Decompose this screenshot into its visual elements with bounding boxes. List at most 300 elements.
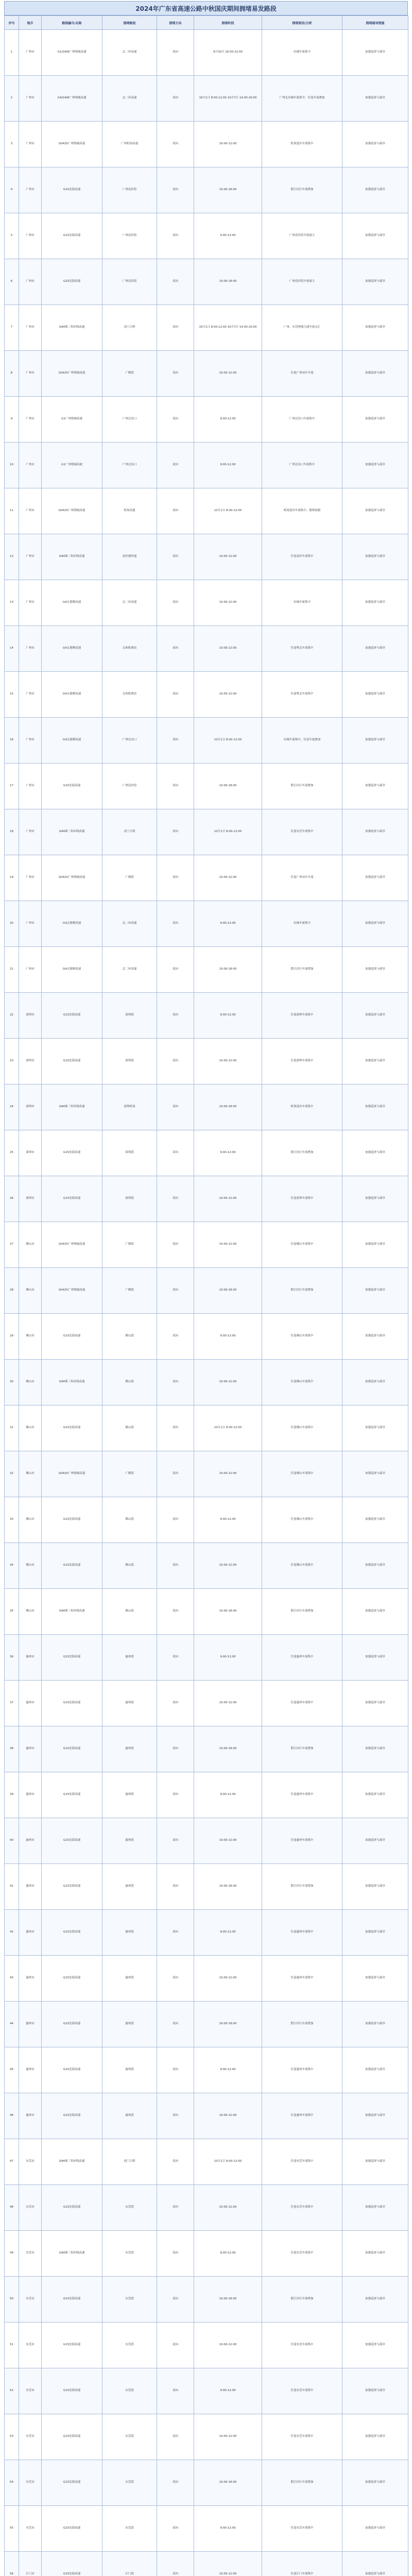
cell-period: 9:00-12:00 xyxy=(194,1497,262,1543)
cell-period: 9:00-12:00 xyxy=(194,1910,262,1956)
table-row xyxy=(5,351,408,397)
cell-period: 10:00-18:00 xyxy=(194,1268,262,1314)
cell-reason: 往返惠州车流集中 xyxy=(262,1818,342,1864)
cell-direction: 双向 xyxy=(157,809,194,855)
cell-direction: 双向 xyxy=(157,855,194,901)
cell-route: G15沈海高速 xyxy=(42,167,102,213)
header-reason: 拥堵原因/分析 xyxy=(262,16,342,30)
cell-measure: 加强巡查与疏导 xyxy=(342,1405,408,1451)
cell-index: 50 xyxy=(5,2277,19,2323)
cell-period: 10:00-12:00 xyxy=(194,534,262,580)
cell-direction: 双向 xyxy=(157,1176,194,1222)
cell-reason: 往返粤北车流集中 xyxy=(262,672,342,718)
cell-index: 2 xyxy=(5,76,19,122)
cell-reason: 往返广州市区车流 xyxy=(262,855,342,901)
cell-direction: 双向 xyxy=(157,764,194,809)
cell-direction: 双向 xyxy=(157,122,194,167)
cell-measure: 加强巡查与疏导 xyxy=(342,2047,408,2093)
table-row xyxy=(5,1635,408,1681)
cell-city: 广州市 xyxy=(19,626,42,672)
cell-period: 10:00-12:00 xyxy=(194,122,262,167)
cell-city: 惠州市 xyxy=(19,2002,42,2047)
cell-route: G15沈海高速 xyxy=(42,213,102,259)
table-row xyxy=(5,305,408,351)
cell-route: G15沈海高速 xyxy=(42,1543,102,1589)
cell-route: G0425广州绕城高速 xyxy=(42,1451,102,1497)
cell-route: G94珠三角环线高速 xyxy=(42,1589,102,1635)
cell-city: 惠州市 xyxy=(19,1681,42,1726)
cell-city: 惠州市 xyxy=(19,2047,42,2093)
cell-section: 惠州段 xyxy=(102,2093,157,2139)
cell-reason: 往返东莞车流集中 xyxy=(262,809,342,855)
cell-city: 佛山市 xyxy=(19,1589,42,1635)
cell-section: 广州南沙段 xyxy=(102,167,157,213)
header-section: 拥堵路段 xyxy=(102,16,157,30)
cell-city: 惠州市 xyxy=(19,2093,42,2139)
cell-period: 10:00-12:00 xyxy=(194,2093,262,2139)
cell-direction: 双向 xyxy=(157,2506,194,2552)
cell-city: 佛山市 xyxy=(19,1222,42,1268)
cell-section: 广州南沙段 xyxy=(102,213,157,259)
cell-reason: 往返粤北车流集中 xyxy=(262,626,342,672)
table-row xyxy=(5,1130,408,1176)
cell-reason: 往返惠州车流集中 xyxy=(262,1772,342,1818)
table-row xyxy=(5,2506,408,2552)
table-row xyxy=(5,672,408,718)
table-row xyxy=(5,901,408,947)
cell-route: G15沈海高速 xyxy=(42,2506,102,2552)
cell-index: 53 xyxy=(5,2414,19,2460)
cell-section: 东莞段 xyxy=(102,2323,157,2368)
cell-direction: 双向 xyxy=(157,2460,194,2506)
cell-route: G15沈海高速 xyxy=(42,1681,102,1726)
table-row xyxy=(5,2002,408,2047)
cell-index: 45 xyxy=(5,2047,19,2093)
cell-measure: 加强巡查与疏导 xyxy=(342,1176,408,1222)
cell-section: 机场高速 xyxy=(102,488,157,534)
cell-city: 深圳市 xyxy=(19,1084,42,1130)
cell-direction: 双向 xyxy=(157,2093,194,2139)
cell-index: 19 xyxy=(5,855,19,901)
cell-route: G15沈海高速 xyxy=(42,1726,102,1772)
cell-index: 54 xyxy=(5,2460,19,2506)
cell-city: 惠州市 xyxy=(19,1818,42,1864)
cell-measure: 加强巡查与疏导 xyxy=(342,259,408,305)
table-row xyxy=(5,1956,408,2002)
cell-reason: 往返佛山车流集中 xyxy=(262,1222,342,1268)
cell-measure: 加强巡查与疏导 xyxy=(342,1956,408,2002)
cell-reason: 往返东莞车流集中 xyxy=(262,2231,342,2277)
cell-city: 广州市 xyxy=(19,259,42,305)
cell-reason: 往返深圳车流集中 xyxy=(262,1039,342,1084)
table-row xyxy=(5,2047,408,2093)
cell-reason: 往返东莞车流集中 xyxy=(262,2139,342,2185)
cell-period: 10:00-18:00 xyxy=(194,1726,262,1772)
table-row xyxy=(5,2277,408,2323)
cell-city: 广州市 xyxy=(19,534,42,580)
table-row xyxy=(5,2231,408,2277)
cell-measure: 加强巡查与疏导 xyxy=(342,1681,408,1726)
cell-direction: 双向 xyxy=(157,2047,194,2093)
cell-route: G15沈海高速 xyxy=(42,1956,102,2002)
cell-index: 31 xyxy=(5,1405,19,1451)
cell-section: 深圳段 xyxy=(102,993,157,1039)
cell-direction: 双向 xyxy=(157,1130,194,1176)
cell-period: 10:00-12:00 xyxy=(194,1956,262,2002)
cell-city: 深圳市 xyxy=(19,1130,42,1176)
cell-index: 51 xyxy=(5,2323,19,2368)
cell-direction: 双向 xyxy=(157,1497,194,1543)
cell-direction: 双向 xyxy=(157,167,194,213)
cell-section: 深圳段 xyxy=(102,1130,157,1176)
cell-measure: 加强巡查与疏导 xyxy=(342,993,408,1039)
cell-direction: 双向 xyxy=(157,2002,194,2047)
cell-measure: 加强巡查与疏导 xyxy=(342,1818,408,1864)
cell-period: 10:00-18:00 xyxy=(194,2460,262,2506)
cell-reason: 往返东莞车流集中 xyxy=(262,2506,342,2552)
cell-period: 9:00-12:00 xyxy=(194,213,262,259)
cell-city: 惠州市 xyxy=(19,1956,42,2002)
cell-measure: 加强巡查与疏导 xyxy=(342,764,408,809)
table-row xyxy=(5,1360,408,1405)
cell-direction: 双向 xyxy=(157,2277,194,2323)
cell-city: 东莞市 xyxy=(19,2368,42,2414)
cell-section: 惠州段 xyxy=(102,1681,157,1726)
cell-route: G1/G4W广州绕城高速 xyxy=(42,30,102,76)
cell-section: 广佛段 xyxy=(102,1451,157,1497)
cell-direction: 双向 xyxy=(157,1772,194,1818)
cell-section: 惠州段 xyxy=(102,2047,157,2093)
cell-section: 佛山段 xyxy=(102,1497,157,1543)
table-row xyxy=(5,259,408,305)
cell-measure: 加强巡查与疏导 xyxy=(342,167,408,213)
cell-period: 9:00-12:00 xyxy=(194,443,262,488)
cell-reason: 往返东莞车流集中 xyxy=(262,2185,342,2231)
cell-period: 10:00-18:00 xyxy=(194,1084,262,1130)
cell-reason: 假日出行车流增加 xyxy=(262,2002,342,2047)
cell-route: G94珠三角环线高速 xyxy=(42,305,102,351)
cell-period: 10月1日 8:00-12:00 10月7日 14:00-20:00 xyxy=(194,305,262,351)
cell-reason: 往返深圳车流集中 xyxy=(262,1176,342,1222)
cell-period: 10:00-12:00 xyxy=(194,2414,262,2460)
cell-city: 广州市 xyxy=(19,855,42,901)
table-row xyxy=(5,855,408,901)
cell-index: 43 xyxy=(5,1956,19,2002)
cell-route: G15沈海高速 xyxy=(42,1864,102,1910)
cell-period: 10:00-12:00 xyxy=(194,626,262,672)
cell-reason: 往返东莞车流集中 xyxy=(262,2414,342,2460)
cell-route: G15沈海高速 xyxy=(42,1130,102,1176)
cell-measure: 加强巡查与疏导 xyxy=(342,1772,408,1818)
cell-period: 10:00-18:00 xyxy=(194,259,262,305)
cell-index: 29 xyxy=(5,1314,19,1360)
congestion-table xyxy=(4,15,408,2576)
cell-measure: 加强巡查与疏导 xyxy=(342,2231,408,2277)
cell-section: 东莞段 xyxy=(102,2368,157,2414)
header-city: 地市 xyxy=(19,16,42,30)
cell-direction: 双向 xyxy=(157,947,194,993)
cell-city: 惠州市 xyxy=(19,1726,42,1772)
cell-section: 佛山段 xyxy=(102,1543,157,1589)
cell-section: 惠州段 xyxy=(102,1910,157,1956)
table-row xyxy=(5,443,408,488)
cell-direction: 双向 xyxy=(157,1681,194,1726)
cell-direction: 双向 xyxy=(157,901,194,947)
table-row xyxy=(5,1176,408,1222)
cell-city: 佛山市 xyxy=(19,1451,42,1497)
cell-section: 广州机场高速 xyxy=(102,122,157,167)
cell-direction: 双向 xyxy=(157,1910,194,1956)
cell-city: 广州市 xyxy=(19,488,42,534)
cell-direction: 双向 xyxy=(157,397,194,443)
cell-measure: 加强巡查与疏导 xyxy=(342,1268,408,1314)
cell-section: 广州北出口 xyxy=(102,397,157,443)
cell-measure: 加强巡查与疏导 xyxy=(342,1222,408,1268)
cell-reason: 假日出行车流增加 xyxy=(262,1130,342,1176)
table-row xyxy=(5,213,408,259)
cell-index: 5 xyxy=(5,213,19,259)
cell-direction: 双向 xyxy=(157,1039,194,1084)
table-row xyxy=(5,1497,408,1543)
cell-section: 虎门大桥 xyxy=(102,809,157,855)
cell-direction: 双向 xyxy=(157,30,194,76)
table-row xyxy=(5,1818,408,1864)
header-direction: 拥堵方向 xyxy=(157,16,194,30)
cell-reason: 往返佛山车流集中 xyxy=(262,1405,342,1451)
cell-route: G4京港澳高速 xyxy=(42,947,102,993)
cell-city: 广州市 xyxy=(19,122,42,167)
cell-route: G0425广州绕城高速 xyxy=(42,351,102,397)
cell-index: 44 xyxy=(5,2002,19,2047)
cell-period: 10:00-18:00 xyxy=(194,2002,262,2047)
cell-section: 惠州段 xyxy=(102,1635,157,1681)
cell-route: G15沈海高速 xyxy=(42,2277,102,2323)
cell-route: G15沈海高速 xyxy=(42,1314,102,1360)
cell-reason: 往返佛山车流集中 xyxy=(262,1360,342,1405)
cell-reason: 出城车流集中 xyxy=(262,580,342,626)
cell-route: G94珠三角环线高速 xyxy=(42,534,102,580)
table-row xyxy=(5,2323,408,2368)
cell-index: 10 xyxy=(5,443,19,488)
cell-direction: 双向 xyxy=(157,1726,194,1772)
cell-direction: 双向 xyxy=(157,305,194,351)
cell-period: 10:00-18:00 xyxy=(194,1589,262,1635)
cell-city: 东莞市 xyxy=(19,2460,42,2506)
cell-section: 广佛段 xyxy=(102,351,157,397)
cell-index: 37 xyxy=(5,1681,19,1726)
cell-direction: 双向 xyxy=(157,1222,194,1268)
cell-direction: 双向 xyxy=(157,626,194,672)
cell-direction: 双向 xyxy=(157,718,194,764)
cell-city: 佛山市 xyxy=(19,1497,42,1543)
cell-city: 东莞市 xyxy=(19,2231,42,2277)
cell-city: 佛山市 xyxy=(19,1360,42,1405)
cell-route: G94珠三角环线高速 xyxy=(42,1360,102,1405)
cell-route: G15沈海高速 xyxy=(42,2093,102,2139)
cell-measure: 加强巡查与疏导 xyxy=(342,2139,408,2185)
cell-section: 北二环高速 xyxy=(102,901,157,947)
cell-reason: 假日出行车流增加 xyxy=(262,1726,342,1772)
cell-measure: 加强巡查与疏导 xyxy=(342,2414,408,2460)
cell-section: 虎门大桥 xyxy=(102,2139,157,2185)
cell-index: 55 xyxy=(5,2506,19,2552)
cell-index: 14 xyxy=(5,626,19,672)
cell-index: 27 xyxy=(5,1222,19,1268)
cell-index: 23 xyxy=(5,1039,19,1084)
cell-measure: 加强巡查与疏导 xyxy=(342,30,408,76)
cell-measure: 加强巡查与疏导 xyxy=(342,2323,408,2368)
cell-period: 10:00-12:00 xyxy=(194,2552,262,2576)
cell-route: G1广州绕城高速 xyxy=(42,443,102,488)
cell-section: 东莞段 xyxy=(102,2277,157,2323)
cell-index: 34 xyxy=(5,1543,19,1589)
table-header-row xyxy=(5,16,408,30)
cell-city: 东莞市 xyxy=(19,2323,42,2368)
cell-index: 1 xyxy=(5,30,19,76)
table-row xyxy=(5,2139,408,2185)
cell-section: 惠州段 xyxy=(102,1772,157,1818)
cell-index: 49 xyxy=(5,2231,19,2277)
cell-reason: 往返佛山车流集中 xyxy=(262,1451,342,1497)
cell-city: 东莞市 xyxy=(19,2506,42,2552)
cell-period: 10:00-12:00 xyxy=(194,672,262,718)
cell-index: 15 xyxy=(5,672,19,718)
cell-city: 广州市 xyxy=(19,305,42,351)
cell-city: 佛山市 xyxy=(19,1405,42,1451)
cell-reason: 假日出行车流增加 xyxy=(262,1864,342,1910)
table-row xyxy=(5,1039,408,1084)
cell-index: 36 xyxy=(5,1635,19,1681)
cell-city: 广州市 xyxy=(19,76,42,122)
cell-section: 深圳段 xyxy=(102,1039,157,1084)
cell-direction: 双向 xyxy=(157,76,194,122)
cell-section: 广佛段 xyxy=(102,855,157,901)
cell-reason: 出城车流集中 xyxy=(262,901,342,947)
cell-reason: 假日出行车流增加 xyxy=(262,1589,342,1635)
cell-period: 9:00-12:00 xyxy=(194,1314,262,1360)
cell-measure: 加强巡查与疏导 xyxy=(342,2185,408,2231)
cell-route: G0425广州绕城高速 xyxy=(42,855,102,901)
cell-direction: 双向 xyxy=(157,1543,194,1589)
cell-route: G15沈海高速 xyxy=(42,2414,102,2460)
cell-period: 10:00-12:00 xyxy=(194,855,262,901)
cell-city: 深圳市 xyxy=(19,1176,42,1222)
cell-period: 9:00-12:00 xyxy=(194,2231,262,2277)
cell-section: 北二环高速 xyxy=(102,580,157,626)
cell-city: 佛山市 xyxy=(19,1543,42,1589)
cell-period: 10:00-18:00 xyxy=(194,2277,262,2323)
table-row xyxy=(5,76,408,122)
cell-index: 32 xyxy=(5,1451,19,1497)
cell-reason: 往返惠州车流集中 xyxy=(262,1635,342,1681)
table-row xyxy=(5,2368,408,2414)
table-row xyxy=(5,1864,408,1910)
cell-route: G15沈海高速 xyxy=(42,2323,102,2368)
cell-route: G15沈海高速 xyxy=(42,2002,102,2047)
cell-period: 9月30日 16:00-22:00 xyxy=(194,30,262,76)
cell-section: 东莞段 xyxy=(102,2414,157,2460)
cell-section: 太和收费站 xyxy=(102,672,157,718)
cell-route: G0425广州绕城高速 xyxy=(42,1222,102,1268)
cell-section: 东莞段 xyxy=(102,2185,157,2231)
cell-route: G4/G4W广州绕城高速 xyxy=(42,76,102,122)
cell-reason: 往返广州市区车流 xyxy=(262,351,342,397)
cell-route: G94珠三角环线高速 xyxy=(42,1084,102,1130)
cell-index: 8 xyxy=(5,351,19,397)
cell-measure: 加强巡查与疏导 xyxy=(342,2368,408,2414)
cell-section: 广佛段 xyxy=(102,1222,157,1268)
cell-direction: 双向 xyxy=(157,2368,194,2414)
cell-period: 10:00-12:00 xyxy=(194,1543,262,1589)
cell-measure: 加强巡查与疏导 xyxy=(342,626,408,672)
cell-route: G15沈海高速 xyxy=(42,1910,102,1956)
cell-section: 东莞段 xyxy=(102,2231,157,2277)
cell-period: 9:00-12:00 xyxy=(194,1635,262,1681)
cell-city: 深圳市 xyxy=(19,993,42,1039)
cell-route: G15沈海高速 xyxy=(42,764,102,809)
cell-direction: 双向 xyxy=(157,580,194,626)
table-row xyxy=(5,1268,408,1314)
cell-section: 惠州段 xyxy=(102,1818,157,1864)
cell-direction: 双向 xyxy=(157,443,194,488)
cell-index: 56 xyxy=(5,2552,19,2576)
cell-city: 东莞市 xyxy=(19,2185,42,2231)
cell-measure: 加强巡查与疏导 xyxy=(342,1543,408,1589)
cell-reason: 往返深圳车流集中 xyxy=(262,993,342,1039)
cell-city: 江门市 xyxy=(19,2552,42,2576)
cell-section: 东莞段 xyxy=(102,2506,157,2552)
cell-reason: 机场进出车流集中，拥堵加剧 xyxy=(262,488,342,534)
cell-index: 39 xyxy=(5,1772,19,1818)
cell-section: 佛山段 xyxy=(102,1589,157,1635)
cell-period: 10:00-12:00 xyxy=(194,2185,262,2231)
cell-index: 47 xyxy=(5,2139,19,2185)
cell-city: 东莞市 xyxy=(19,2139,42,2185)
cell-index: 4 xyxy=(5,167,19,213)
cell-route: G0425广州绕城高速 xyxy=(42,1268,102,1314)
table-row xyxy=(5,1910,408,1956)
cell-period: 10:00-12:00 xyxy=(194,1360,262,1405)
cell-index: 12 xyxy=(5,534,19,580)
cell-index: 35 xyxy=(5,1589,19,1635)
cell-direction: 双向 xyxy=(157,488,194,534)
cell-city: 惠州市 xyxy=(19,1772,42,1818)
cell-city: 东莞市 xyxy=(19,2414,42,2460)
cell-reason: 往返佛山车流集中 xyxy=(262,1314,342,1360)
cell-index: 6 xyxy=(5,259,19,305)
cell-section: 惠州段 xyxy=(102,1864,157,1910)
cell-city: 佛山市 xyxy=(19,1314,42,1360)
cell-route: G15沈海高速 xyxy=(42,1405,102,1451)
cell-measure: 加强巡查与疏导 xyxy=(342,1039,408,1084)
cell-reason: 往返惠州车流集中 xyxy=(262,2093,342,2139)
cell-measure: 加强巡查与疏导 xyxy=(342,122,408,167)
cell-reason: 假日出行车流增加 xyxy=(262,764,342,809)
cell-direction: 双向 xyxy=(157,2139,194,2185)
cell-index: 52 xyxy=(5,2368,19,2414)
cell-section: 惠州段 xyxy=(102,1956,157,2002)
cell-period: 10月1日 8:00-12:00 10月7日 14:00-20:00 xyxy=(194,76,262,122)
cell-direction: 双向 xyxy=(157,1635,194,1681)
cell-section: 北二环高速 xyxy=(102,947,157,993)
cell-city: 广州市 xyxy=(19,167,42,213)
cell-reason: 往返东莞车流集中 xyxy=(262,2323,342,2368)
cell-index: 33 xyxy=(5,1497,19,1543)
cell-direction: 双向 xyxy=(157,2552,194,2576)
cell-reason: 往返惠州车流集中 xyxy=(262,1956,342,2002)
cell-city: 广州市 xyxy=(19,443,42,488)
cell-section: 惠州段 xyxy=(102,1726,157,1772)
